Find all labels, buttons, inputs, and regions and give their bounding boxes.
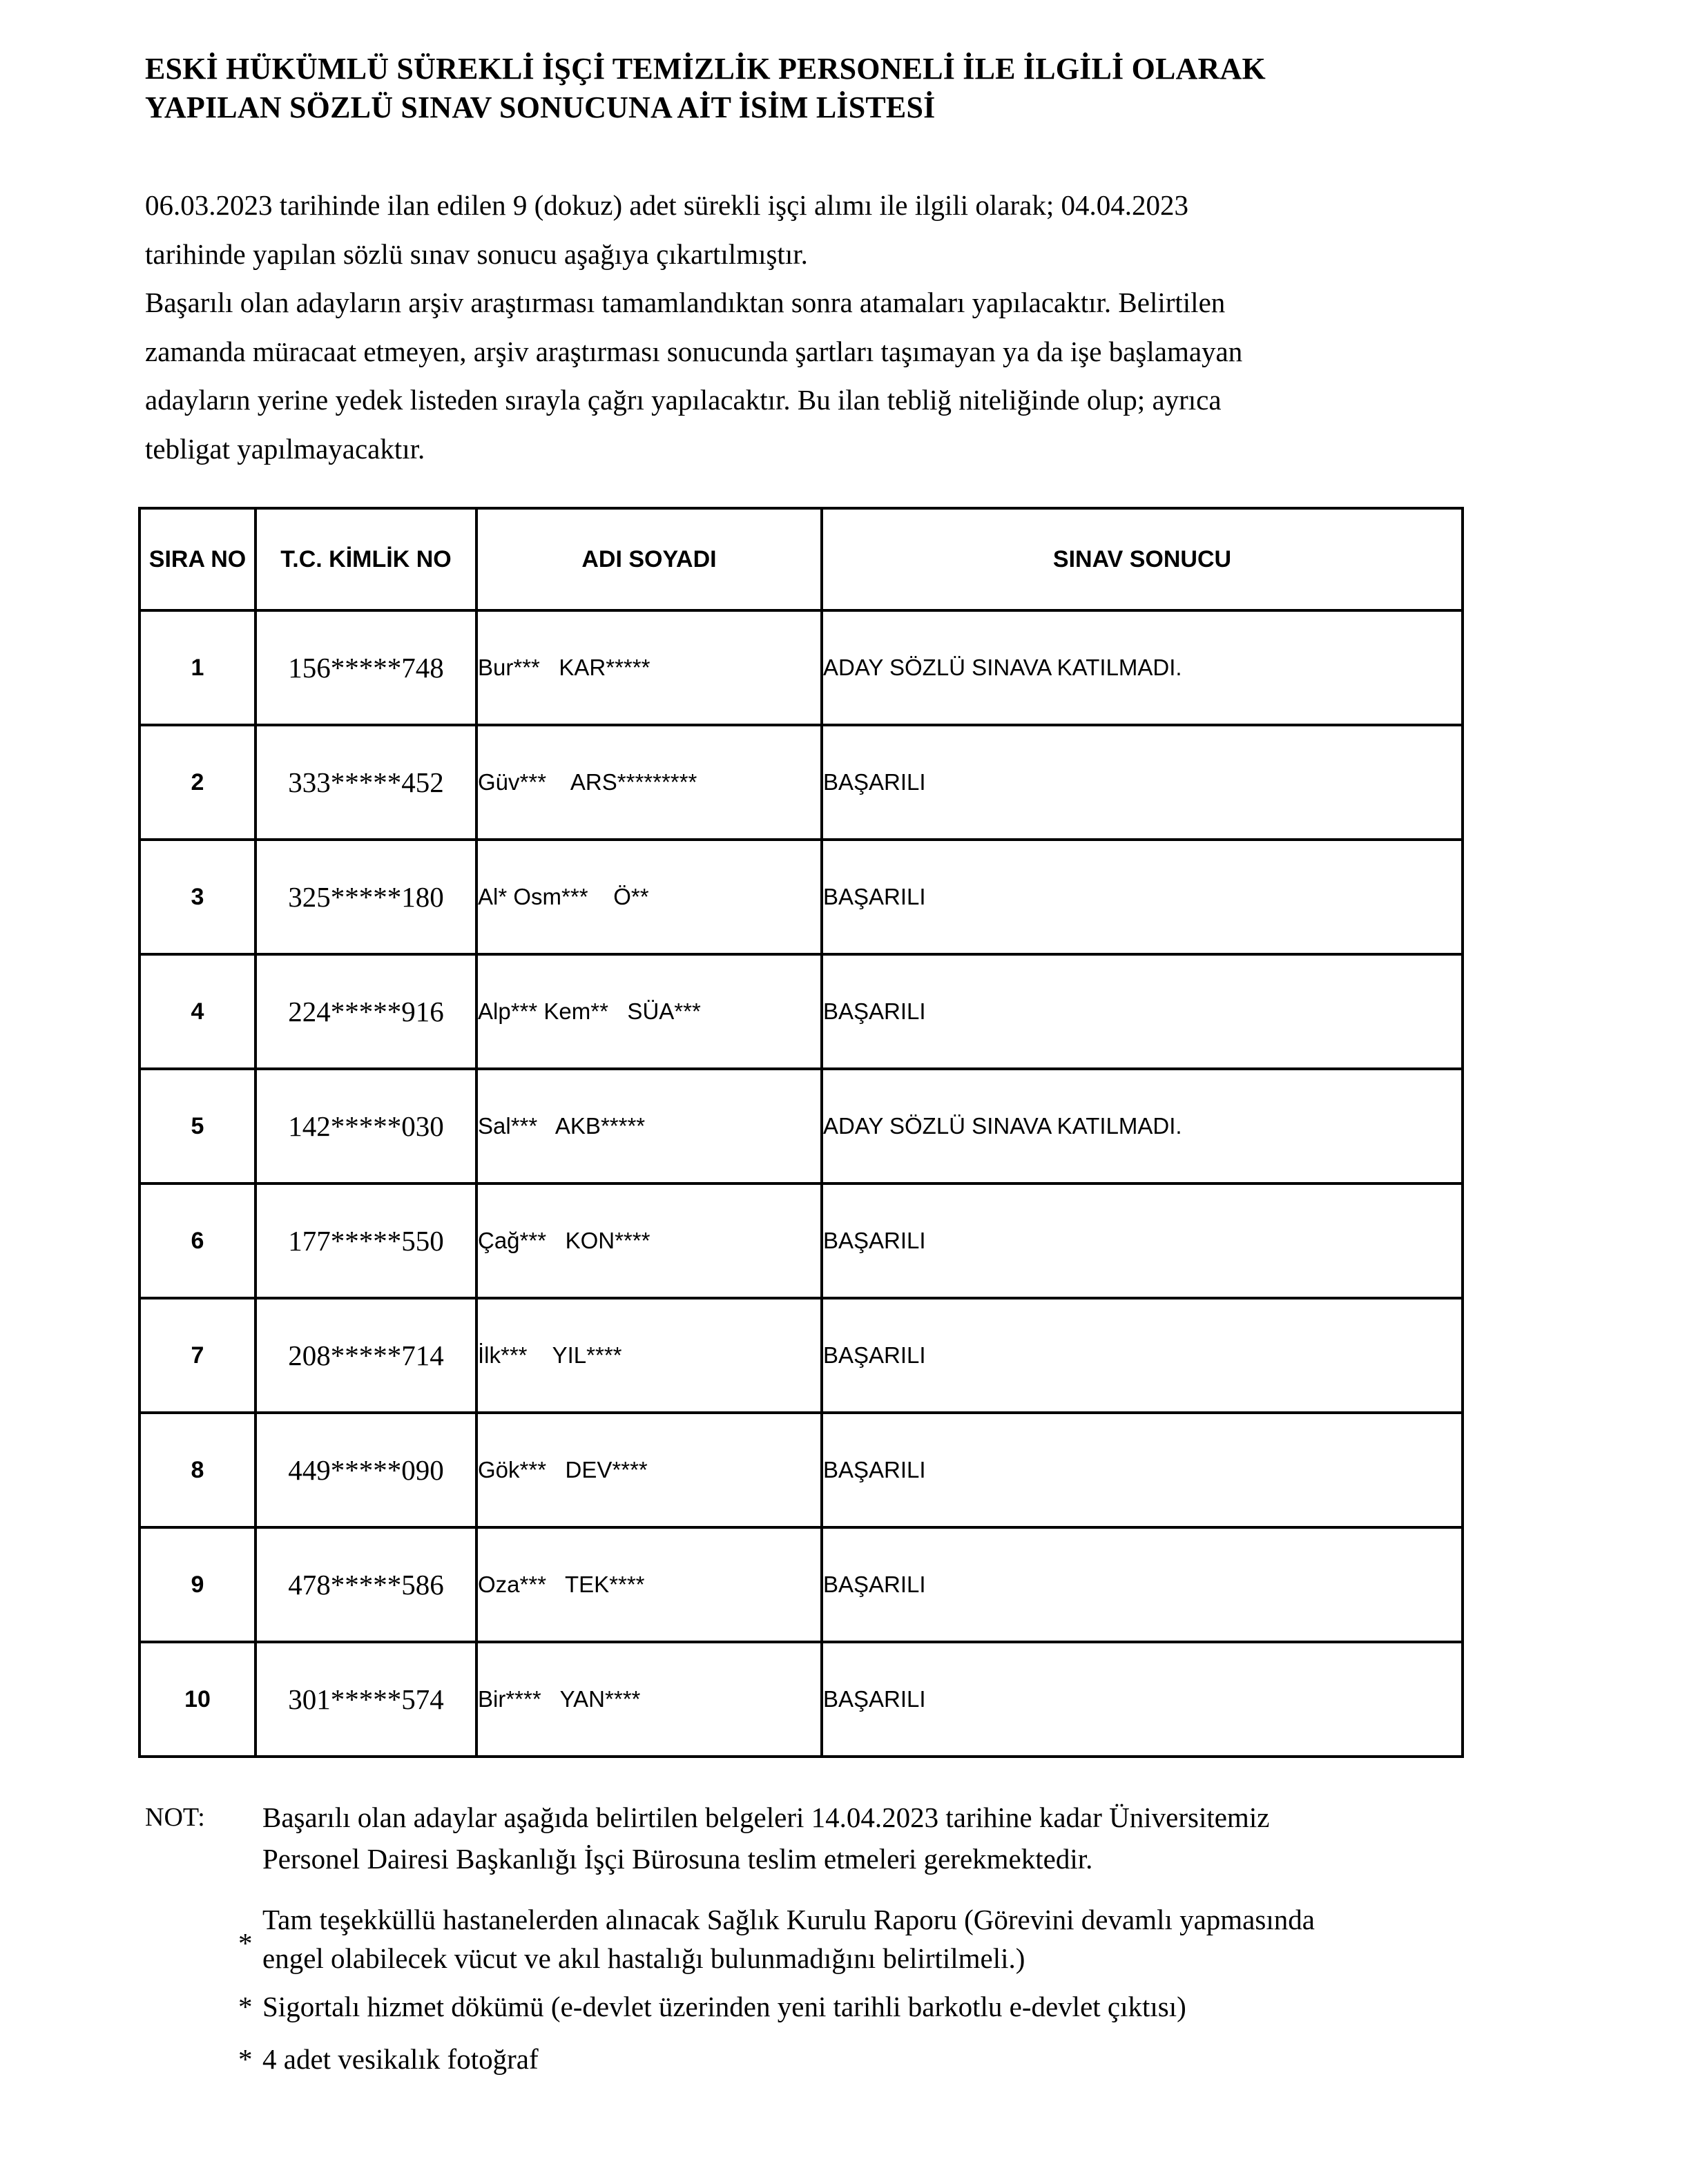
cell-sira-no: 3	[139, 840, 256, 954]
intro-line: tarihinde yapılan sözlü sınav sonucu aşağıya çıkartılmıştır.	[145, 238, 808, 270]
results-table	[138, 507, 1464, 1758]
cell-tc-kimlik-no: 449*****090	[256, 1413, 476, 1527]
cell-adi-soyadi: Oza*** TEK****	[476, 1527, 822, 1642]
cell-adi-soyadi: Bur*** KAR*****	[476, 610, 822, 725]
requirement-line: Sigortalı hizmet dökümü (e-devlet üzerinden yeni tarihli barkotlu e-devlet çıktısı)	[262, 1991, 1186, 2022]
header-adi-soyadi: ADI SOYADI	[476, 508, 822, 610]
table-row	[139, 1642, 1463, 1757]
cell-adi-soyadi: Alp*** Kem** SÜA***	[476, 954, 822, 1069]
cell-tc-kimlik-no: 301*****574	[256, 1642, 476, 1757]
document-title	[145, 50, 1457, 127]
table-header-row	[139, 508, 1463, 610]
cell-sinav-sonucu: BAŞARILI	[822, 1527, 1463, 1642]
cell-sira-no: 4	[139, 954, 256, 1069]
cell-tc-kimlik-no: 325*****180	[256, 840, 476, 954]
intro-paragraph	[145, 181, 1457, 473]
cell-sinav-sonucu: BAŞARILI	[822, 954, 1463, 1069]
table-row	[139, 1298, 1463, 1413]
table-row	[139, 840, 1463, 954]
table-row	[139, 1069, 1463, 1183]
cell-adi-soyadi: Al* Osm*** Ö**	[476, 840, 822, 954]
cell-adi-soyadi: İlk*** YIL****	[476, 1298, 822, 1413]
cell-sinav-sonucu: BAŞARILI	[822, 1183, 1463, 1298]
cell-adi-soyadi: Gök*** DEV****	[476, 1413, 822, 1527]
requirement-line: Tam teşekküllü hastanelerden alınacak Sağlık Kurulu Raporu (Görevini devamlı yapmasında	[262, 1904, 1315, 1935]
cell-sira-no: 10	[139, 1642, 256, 1757]
title-line-2: YAPILAN SÖZLÜ SINAV SONUCUNA AİT İSİM LİSTESİ	[145, 90, 936, 124]
intro-line: adayların yerine yedek listeden sırayla çağrı yapılacaktır. Bu ilan tebliğ niteliğinde olup; ayrıca	[145, 384, 1222, 416]
requirement-text	[262, 2040, 539, 2078]
cell-sinav-sonucu: BAŞARILI	[822, 840, 1463, 954]
cell-tc-kimlik-no: 224*****916	[256, 954, 476, 1069]
note-line: Personel Dairesi Başkanlığı İşçi Bürosuna teslim etmeleri gerekmektedir.	[262, 1843, 1093, 1875]
table-row	[139, 1527, 1463, 1642]
intro-line: tebligat yapılmayacaktır.	[145, 432, 425, 465]
bullet-asterisk-icon: *	[238, 2043, 253, 2075]
cell-tc-kimlik-no: 177*****550	[256, 1183, 476, 1298]
cell-sinav-sonucu: BAŞARILI	[822, 1298, 1463, 1413]
cell-sira-no: 9	[139, 1527, 256, 1642]
table-row	[139, 954, 1463, 1069]
header-tc-kimlik-no: T.C. KİMLİK NO	[256, 508, 476, 610]
requirement-text	[262, 1900, 1315, 1978]
cell-sira-no: 5	[139, 1069, 256, 1183]
cell-tc-kimlik-no: 208*****714	[256, 1298, 476, 1413]
header-sira-no: SIRA NO	[139, 508, 256, 610]
cell-sira-no: 8	[139, 1413, 256, 1527]
cell-tc-kimlik-no: 142*****030	[256, 1069, 476, 1183]
table-row	[139, 610, 1463, 725]
intro-line: Başarılı olan adayların arşiv araştırması tamamlandıktan sonra atamaları yapılacaktır. Belirtilen	[145, 287, 1226, 318]
note-text	[262, 1797, 1269, 1879]
table-row	[139, 1183, 1463, 1298]
cell-sira-no: 6	[139, 1183, 256, 1298]
cell-sinav-sonucu: ADAY SÖZLÜ SINAVA KATILMADI.	[822, 1069, 1463, 1183]
intro-line: 06.03.2023 tarihinde ilan edilen 9 (dokuz) adet sürekli işçi alımı ile ilgili olarak; 04.04.2023	[145, 189, 1188, 221]
cell-sira-no: 2	[139, 725, 256, 840]
cell-tc-kimlik-no: 478*****586	[256, 1527, 476, 1642]
requirement-text	[262, 1987, 1186, 2026]
cell-sira-no: 1	[139, 610, 256, 725]
cell-sinav-sonucu: BAŞARILI	[822, 1642, 1463, 1757]
intro-line: zamanda müracaat etmeyen, arşiv araştırması sonucunda şartları taşımayan ya da işe başlamayan	[145, 335, 1243, 367]
cell-sinav-sonucu: ADAY SÖZLÜ SINAVA KATILMADI.	[822, 610, 1463, 725]
table-row	[139, 1413, 1463, 1527]
header-sinav-sonucu: SINAV SONUCU	[822, 508, 1463, 610]
note-line: Başarılı olan adaylar aşağıda belirtilen belgeleri 14.04.2023 tarihine kadar Üniversitemiz	[262, 1801, 1270, 1833]
bullet-asterisk-icon: *	[238, 1927, 253, 1959]
cell-adi-soyadi: Çağ*** KON****	[476, 1183, 822, 1298]
cell-tc-kimlik-no: 333*****452	[256, 725, 476, 840]
requirement-line: engel olabilecek vücut ve akıl hastalığı bulunmadığını belirtilmeli.)	[262, 1942, 1025, 1974]
cell-adi-soyadi: Bir**** YAN****	[476, 1642, 822, 1757]
note-label: NOT:	[145, 1803, 205, 1832]
bullet-asterisk-icon: *	[238, 1991, 253, 2022]
title-line-1: ESKİ HÜKÜMLÜ SÜREKLİ İŞÇİ TEMİZLİK PERSONELİ İLE İLGİLİ OLARAK	[145, 52, 1266, 86]
cell-sira-no: 7	[139, 1298, 256, 1413]
cell-tc-kimlik-no: 156*****748	[256, 610, 476, 725]
cell-sinav-sonucu: BAŞARILI	[822, 725, 1463, 840]
requirement-line: 4 adet vesikalık fotoğraf	[262, 2043, 539, 2075]
table-row	[139, 725, 1463, 840]
cell-adi-soyadi: Güv*** ARS*********	[476, 725, 822, 840]
cell-sinav-sonucu: BAŞARILI	[822, 1413, 1463, 1527]
cell-adi-soyadi: Sal*** AKB*****	[476, 1069, 822, 1183]
